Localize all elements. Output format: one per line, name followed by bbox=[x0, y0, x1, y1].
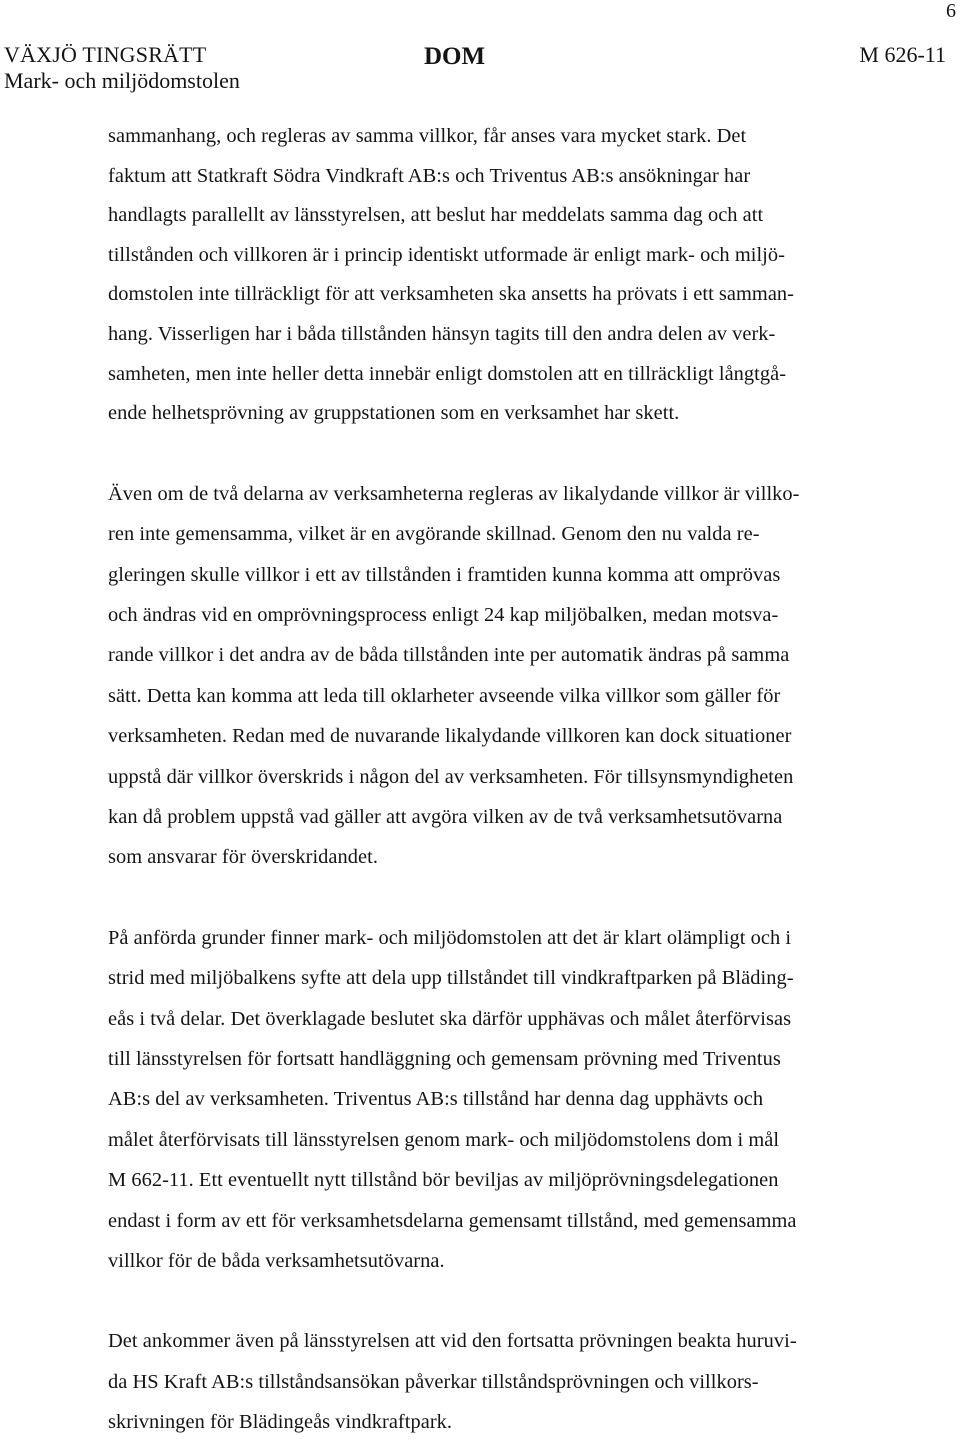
text-line: ende helhetsprövning av gruppstationen som en verksamhet har skett. bbox=[108, 402, 680, 425]
text-line: uppstå där villkor överskrids i någon del av verksamheten. För tillsynsmyndigheten bbox=[108, 765, 794, 788]
text-line: eås i två delar. Det överklagade beslutet ska därför upphävas och målet återförvisas bbox=[108, 1007, 792, 1030]
text-line: Det ankommer även på länsstyrelsen att vid den fortsatta prövningen beakta huruvi- bbox=[108, 1330, 797, 1353]
text-line: gleringen skulle villkor i ett av tillstånden i framtiden kunna komma att omprövas bbox=[108, 563, 781, 586]
text-line: som ansvarar för överskridandet. bbox=[108, 846, 378, 869]
text-line: AB:s del av verksamheten. Triventus AB:s tillstånd har denna dag upphävts och bbox=[108, 1088, 764, 1111]
document-type: DOM bbox=[424, 43, 486, 70]
text-line: sätt. Detta kan komma att leda till oklarheter avseende vilka villkor som gäller för bbox=[108, 684, 781, 707]
text-line: faktum att Statkraft Södra Vindkraft AB:s och Triventus AB:s ansökningar har bbox=[108, 164, 751, 187]
text-line: handlagts parallellt av länsstyrelsen, att beslut har meddelats samma dag och att bbox=[108, 204, 764, 227]
page-number: 6 bbox=[946, 0, 956, 22]
paragraph bbox=[108, 474, 900, 878]
paragraph bbox=[108, 1321, 900, 1442]
text-line: samheten, men inte heller detta innebär enligt domstolen att en tillräckligt långtgå- bbox=[108, 362, 787, 385]
document-body bbox=[108, 117, 900, 1443]
text-line: strid med miljöbalkens syfte att dela upp tillståndet till vindkraftparken på Bläding- bbox=[108, 967, 794, 990]
text-line: och ändras vid en omprövningsprocess enligt 24 kap miljöbalken, medan motsva- bbox=[108, 603, 779, 626]
case-number: M 626-11 bbox=[859, 42, 946, 67]
document-header bbox=[0, 40, 960, 96]
paragraph bbox=[108, 918, 900, 1282]
text-line: till länsstyrelsen för fortsatt handläggning och gemensam prövning med Triventus bbox=[108, 1048, 781, 1071]
text-line: skrivningen för Blädingeås vindkraftpark. bbox=[108, 1411, 453, 1434]
text-line: sammanhang, och regleras av samma villkor, får anses vara mycket stark. Det bbox=[108, 125, 747, 147]
text-line: På anförda grunder finner mark- och miljödomstolen att det är klart olämpligt och i bbox=[108, 926, 792, 949]
text-line: Även om de två delarna av verksamheterna regleras av likalydande villkor är villko- bbox=[108, 482, 800, 505]
text-line: villkor för de båda verksamhetsutövarna. bbox=[108, 1250, 445, 1273]
text-line: domstolen inte tillräckligt för att verksamheten ska ansetts ha prövats i ett samman- bbox=[108, 283, 795, 306]
court-name: VÄXJÖ TINGSRÄTT bbox=[4, 42, 207, 67]
text-line: tillstånden och villkoren är i princip identiskt utformade är enligt mark- och miljö- bbox=[108, 243, 785, 266]
text-line: endast i form av ett för verksamhetsdelarna gemensamt tillstånd, med gemensamma bbox=[108, 1209, 797, 1232]
text-line: ren inte gemensamma, vilket är en avgörande skillnad. Genom den nu valda re- bbox=[108, 523, 760, 546]
text-line: målet återförvisats till länsstyrelsen genom mark- och miljödomstolens dom i mål bbox=[108, 1128, 780, 1151]
court-division: Mark- och miljödomstolen bbox=[4, 68, 240, 93]
text-line: verksamheten. Redan med de nuvarande likalydande villkoren kan dock situationer bbox=[108, 725, 792, 748]
text-line: hang. Visserligen har i båda tillstånden hänsyn tagits till den andra delen av verk- bbox=[108, 322, 776, 345]
text-line: M 662-11. Ett eventuellt nytt tillstånd bör beviljas av miljöprövningsdelegationen bbox=[108, 1169, 779, 1192]
text-line: rande villkor i det andra av de båda tillstånden inte per automatik ändras på samma bbox=[108, 644, 790, 667]
text-line: kan då problem uppstå vad gäller att avgöra vilken av de två verksamhetsutövarna bbox=[108, 806, 783, 828]
paragraph bbox=[108, 117, 900, 434]
text-line: da HS Kraft AB:s tillståndsansökan påverkar tillståndsprövningen och villkors- bbox=[108, 1370, 759, 1393]
